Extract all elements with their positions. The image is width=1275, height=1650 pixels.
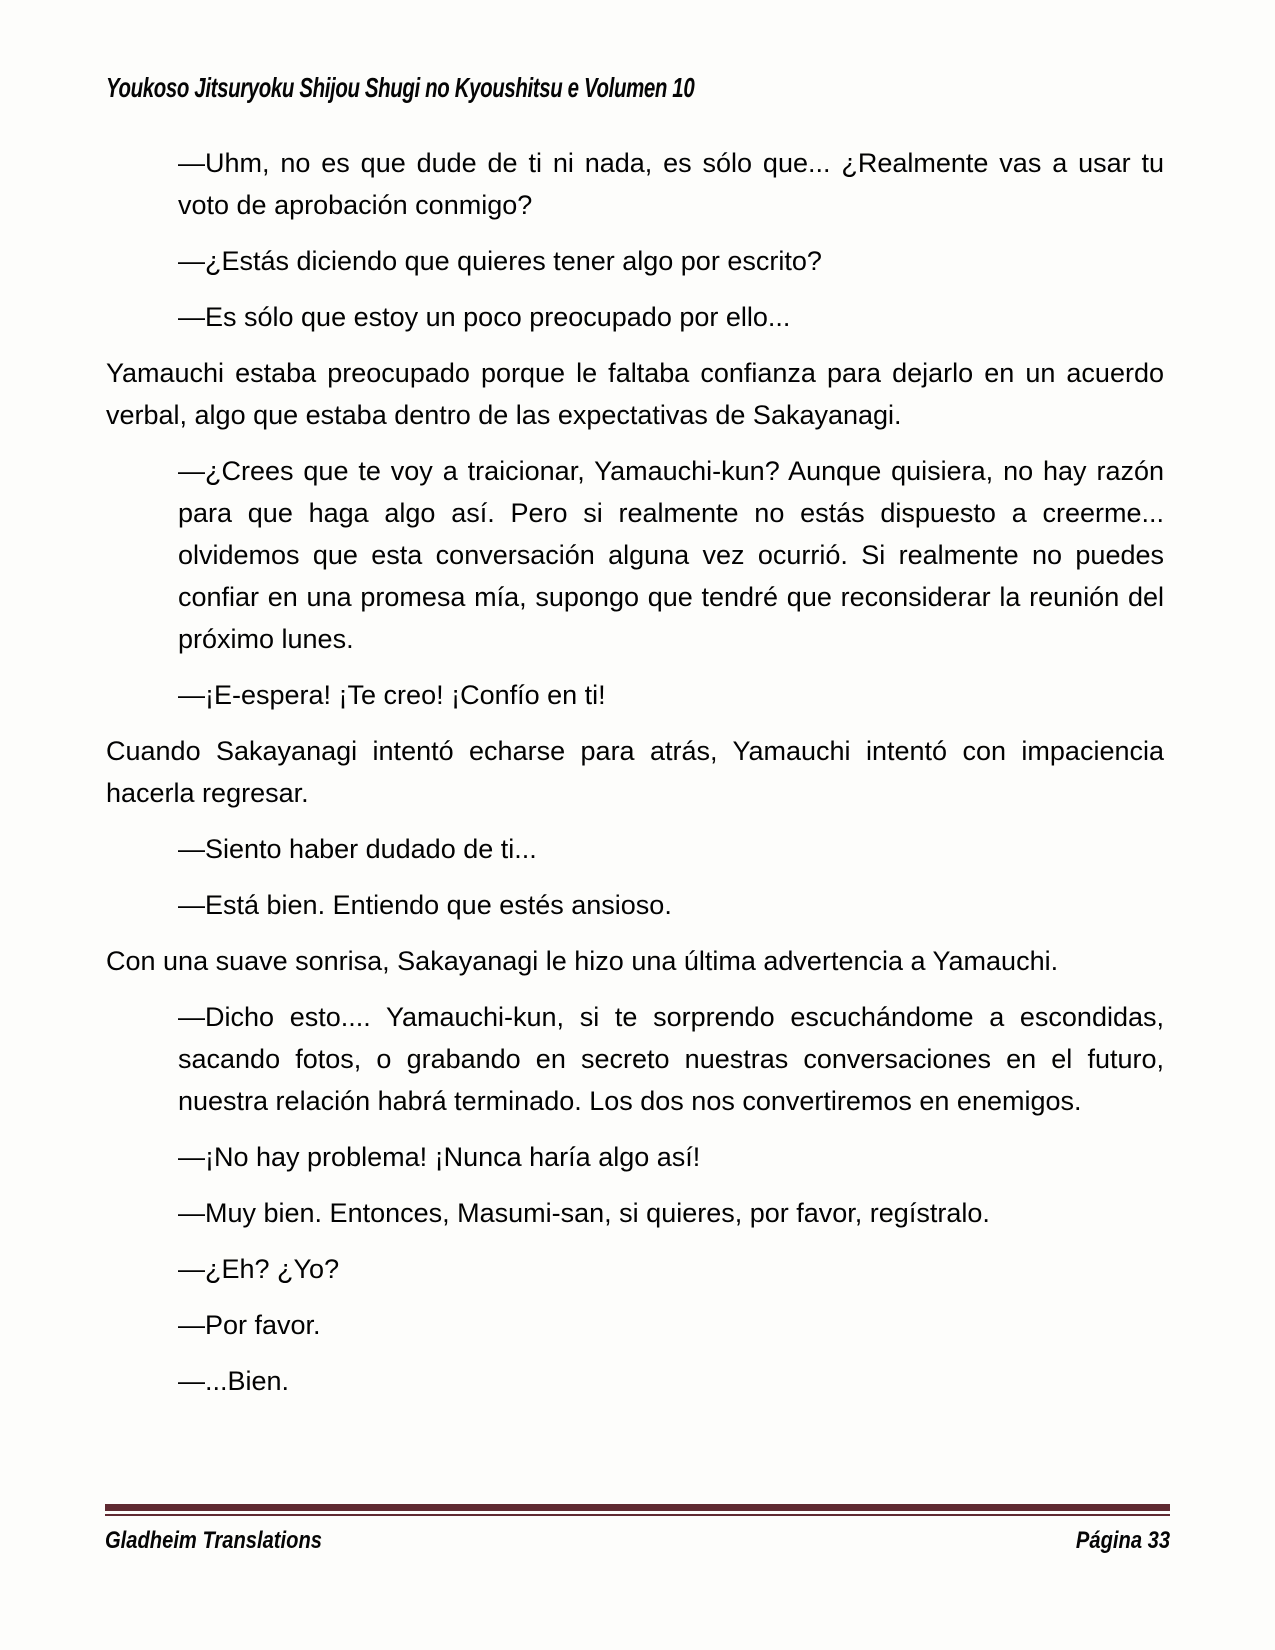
footer-translator-credit: Gladheim Translations xyxy=(105,1527,322,1554)
footer-row xyxy=(105,1527,1170,1555)
dialogue-paragraph: —Es sólo que estoy un poco preocupado por ello... xyxy=(178,302,791,332)
dialogue-paragraph: —Uhm, no es que dude de ti ni nada, es sólo que... ¿Realmente vas a usar tu voto de aprobación conmigo? xyxy=(178,148,1164,220)
dialogue-paragraph: —¿Eh? ¿Yo? xyxy=(178,1254,340,1284)
dialogue-paragraph: —¡No hay problema! ¡Nunca haría algo así! xyxy=(178,1142,701,1172)
footer-page-number: Página 33 xyxy=(1075,1527,1170,1554)
dialogue-paragraph: —Siento haber dudado de ti... xyxy=(178,834,537,864)
narrative-paragraph: Yamauchi estaba preocupado porque le faltaba confianza para dejarlo en un acuerdo verbal, algo que estaba dentro de las expectativas de Sakayanagi. xyxy=(106,358,1164,430)
dialogue-paragraph: —¡E-espera! ¡Te creo! ¡Confío en ti! xyxy=(178,680,606,710)
page-footer xyxy=(105,1504,1170,1555)
document-body xyxy=(106,142,1164,1416)
footer-rule xyxy=(105,1504,1170,1516)
dialogue-paragraph: —¿Estás diciendo que quieres tener algo por escrito? xyxy=(178,246,822,276)
narrative-paragraph: Con una suave sonrisa, Sakayanagi le hizo una última advertencia a Yamauchi. xyxy=(106,946,1059,976)
dialogue-paragraph: —¿Crees que te voy a traicionar, Yamauchi-kun? Aunque quisiera, no hay razón para que haga algo así. Pero si realmente no estás dispuesto a creerme... olvidemos que esta conversación alguna vez ocurrió. Si realmente no puedes confiar en una promesa mía, supongo que tendré que reconsiderar la reunión del próximo lunes. xyxy=(178,456,1164,654)
header-title: Youkoso Jitsuryoku Shijou Shugi no Kyoushitsu e Volumen 10 xyxy=(106,72,695,103)
page-header xyxy=(106,72,1165,106)
dialogue-paragraph: —Dicho esto.... Yamauchi-kun, si te sorprendo escuchándome a escondidas, sacando fotos, o grabando en secreto nuestras conversaciones en el futuro, nuestra relación habrá terminado. Los dos nos convertiremos en enemigos. xyxy=(178,1002,1164,1116)
narrative-paragraph: Cuando Sakayanagi intentó echarse para atrás, Yamauchi intentó con impaciencia hacerla regresar. xyxy=(106,736,1164,808)
dialogue-paragraph: —...Bien. xyxy=(178,1366,290,1396)
dialogue-paragraph: —Muy bien. Entonces, Masumi-san, si quieres, por favor, regístralo. xyxy=(178,1198,990,1228)
dialogue-paragraph: —Está bien. Entiendo que estés ansioso. xyxy=(178,890,672,920)
dialogue-paragraph: —Por favor. xyxy=(178,1310,321,1340)
